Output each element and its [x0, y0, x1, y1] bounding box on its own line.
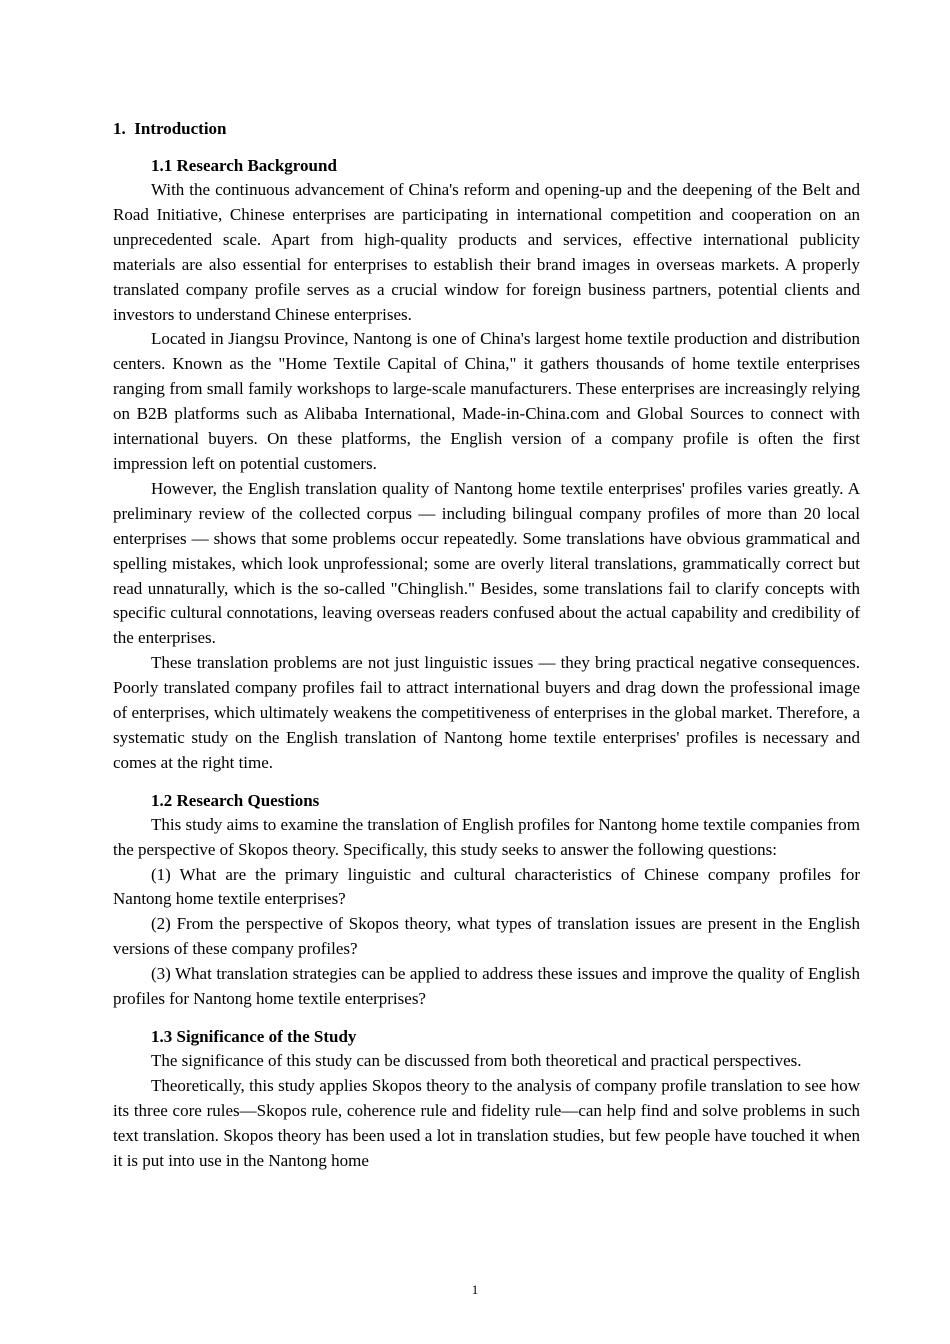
paragraph: This study aims to examine the translation of English profiles for Nantong home textile companies from the perspective of Skopos theory. Specifically, this study seeks to answer the following questions: [113, 814, 860, 859]
section-research-background [113, 153, 860, 776]
section-title: 1.2 Research Questions [151, 790, 320, 810]
research-question: (2) From the perspective of Skopos theory, what types of translation issues are present in the English versions of these company profiles? [113, 914, 860, 959]
page-number: 1 [471, 1282, 479, 1297]
research-question: (3) What translation strategies can be applied to address these issues and improve the quality of English profiles for Nantong home textile enterprises? [113, 964, 860, 1009]
document-body [113, 116, 860, 1174]
paragraph: However, the English translation quality of Nantong home textile enterprises' profiles varies greatly. A preliminary review of the collected corpus — including bilingual company profiles of more than 20 local enterprises — shows that some problems occur repeatedly. Some translations have obvious grammatical and spelling mistakes, which look unprofessional; some are overly literal translations, grammatically correct but read unnaturally, which is the so-called "Chinglish." Besides, some translations fail to clarify concepts with specific cultural connotations, leaving overseas readers confused about the actual capability and credibility of the enterprises. [113, 478, 860, 648]
research-question: (1) What are the primary linguistic and cultural characteristics of Chinese company profiles for Nantong home textile enterprises? [113, 864, 860, 909]
section-title: 1.1 Research Background [151, 156, 337, 175]
paragraph: With the continuous advancement of China's reform and opening-up and the deepening of the Belt and Road Initiative, Chinese enterprises are participating in international competition and cooperation on an unprecedented scale. Apart from high-quality products and services, effective international publicity materials are also essential for enterprises to establish their brand images in overseas markets. A properly translated company profile serves as a crucial window for foreign business partners, potential clients and investors to understand Chinese enterprises. [113, 180, 860, 324]
paragraph: These translation problems are not just linguistic issues — they bring practical negative consequences. Poorly translated company profiles fail to attract international buyers and drag down the professional image of enterprises, which ultimately weakens the competitiveness of enterprises in the global market. Therefore, a systematic study on the English translation of Nantong home textile enterprises' profiles is necessary and comes at the right time. [113, 653, 860, 772]
chapter-heading: 1. Introduction [113, 119, 227, 138]
paragraph: The significance of this study can be discussed from both theoretical and practical perspectives. [151, 1051, 802, 1070]
paragraph: Theoretically, this study applies Skopos theory to the analysis of company profile translation to see how its three core rules—Skopos rule, coherence rule and fidelity rule—can help find and solve problems in such text translation. Skopos theory has been used a lot in translation studies, but few people have touched it when it is put into use in the Nantong home [113, 1075, 860, 1170]
section-research-questions [113, 788, 860, 1012]
section-significance [113, 1024, 860, 1174]
section-title: 1.3 Significance of the Study [151, 1027, 357, 1046]
paragraph: Located in Jiangsu Province, Nantong is one of China's largest home textile production and distribution centers. Known as the "Home Textile Capital of China," it gathers thousands of home textile enterprises ranging from small family workshops to large-scale manufacturers. These enterprises are increasingly relying on B2B platforms such as Alibaba International, Made-in-China.com and Global Sources to connect with international buyers. On these platforms, the English version of a company profile is often the first impression left on potential customers. [113, 329, 860, 473]
